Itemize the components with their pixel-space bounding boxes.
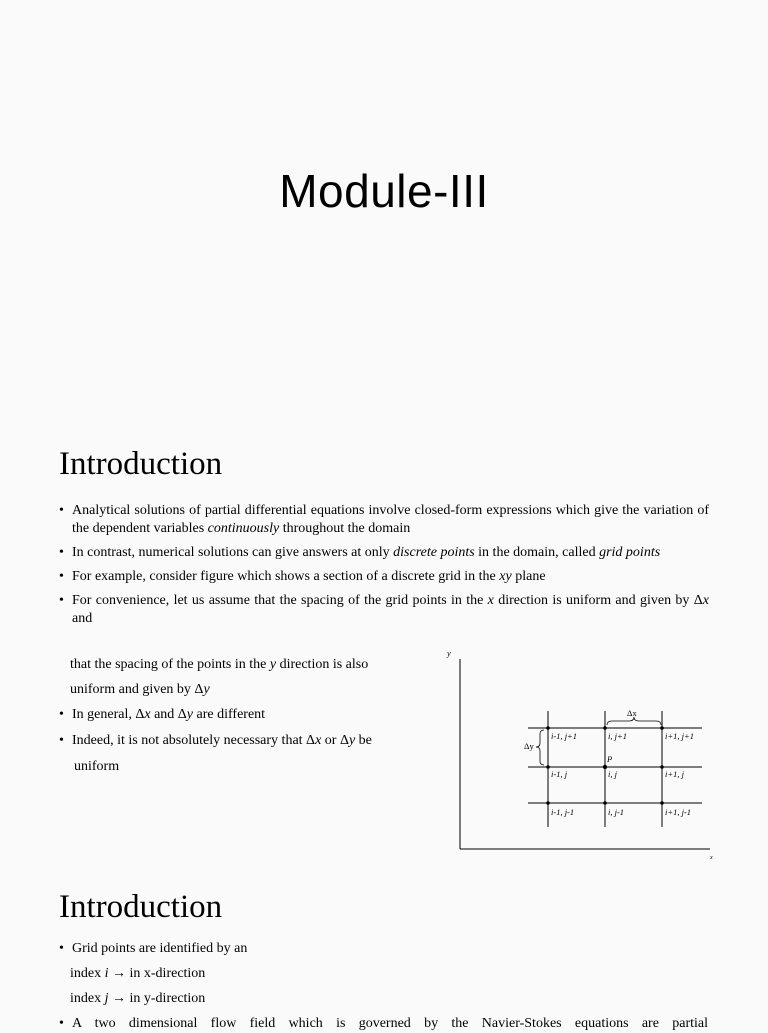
- node-label-top-right: i+1, j+1: [665, 731, 694, 741]
- axis-label-x: x: [710, 855, 713, 861]
- text-continuation-2: uniform and given by Δy: [70, 682, 210, 697]
- node-label-mid-right: i+1, j: [665, 769, 684, 779]
- node-label-bot-left: i-1, j-1: [551, 807, 575, 817]
- node-label-mid-mid: i, j: [608, 769, 617, 779]
- text-index-j: index j → in y-direction: [70, 991, 206, 1006]
- bullet-two-dimensional: • A two dimensional flow field which is governed by the Navier-Stokes equations are partial: [72, 1015, 708, 1033]
- dy-label: Δy: [524, 741, 534, 751]
- node-dot: [603, 726, 607, 730]
- node-label-bot-right: i+1, j-1: [665, 807, 692, 817]
- node-label-bot-mid: i, j-1: [608, 807, 625, 817]
- node-dot: [546, 765, 550, 769]
- dy-brace: [536, 730, 544, 765]
- bullet-convenience: • For convenience, let us assume that the spacing of the grid points in the x direction is uniform and given by Δx and: [58, 592, 709, 628]
- node-dot: [546, 801, 550, 805]
- section-heading-2: Introduction: [59, 889, 223, 925]
- node-dot: [660, 765, 664, 769]
- bullet-list-1: [58, 502, 709, 628]
- node-label-top-mid: i, j+1: [608, 731, 627, 741]
- bullet-example: • For example, consider figure which shows a section of a discrete grid in the xy plane: [58, 568, 709, 586]
- bullet-contrast: • In contrast, numerical solutions can give answers at only discrete points in the domain, called grid points: [58, 544, 709, 562]
- node-dot: [603, 801, 607, 805]
- dx-brace: [607, 717, 661, 725]
- bullet-analytical: • Analytical solutions of partial differential equations involve closed-form expressions which give the variation of the dependent variables continuously throughout the domain: [58, 502, 709, 538]
- text-continuation-1: that the spacing of the points in the y direction is also: [70, 657, 369, 672]
- node-dot: [660, 801, 664, 805]
- node-label-mid-left: i-1, j: [551, 769, 568, 779]
- dx-label: Δx: [627, 708, 637, 718]
- section-heading-1: Introduction: [59, 446, 223, 482]
- bullet-in-general: • In general, Δx and Δy are different: [72, 706, 265, 724]
- axis-label-y: y: [447, 648, 451, 658]
- point-label: P: [607, 754, 613, 764]
- node-dot: [546, 726, 550, 730]
- slide-title: Module-III: [279, 165, 489, 217]
- node-dot-p: [603, 765, 607, 769]
- grid-figure: [440, 645, 730, 865]
- text-continuation-3: uniform: [74, 759, 120, 774]
- bullet-grid-points: • Grid points are identified by an: [72, 940, 247, 958]
- node-label-top-left: i-1, j+1: [551, 731, 578, 741]
- node-dot: [660, 726, 664, 730]
- bullet-indeed: • Indeed, it is not absolutely necessary that Δx or Δy be: [72, 732, 372, 750]
- text-index-i: index i → in x-direction: [70, 966, 206, 981]
